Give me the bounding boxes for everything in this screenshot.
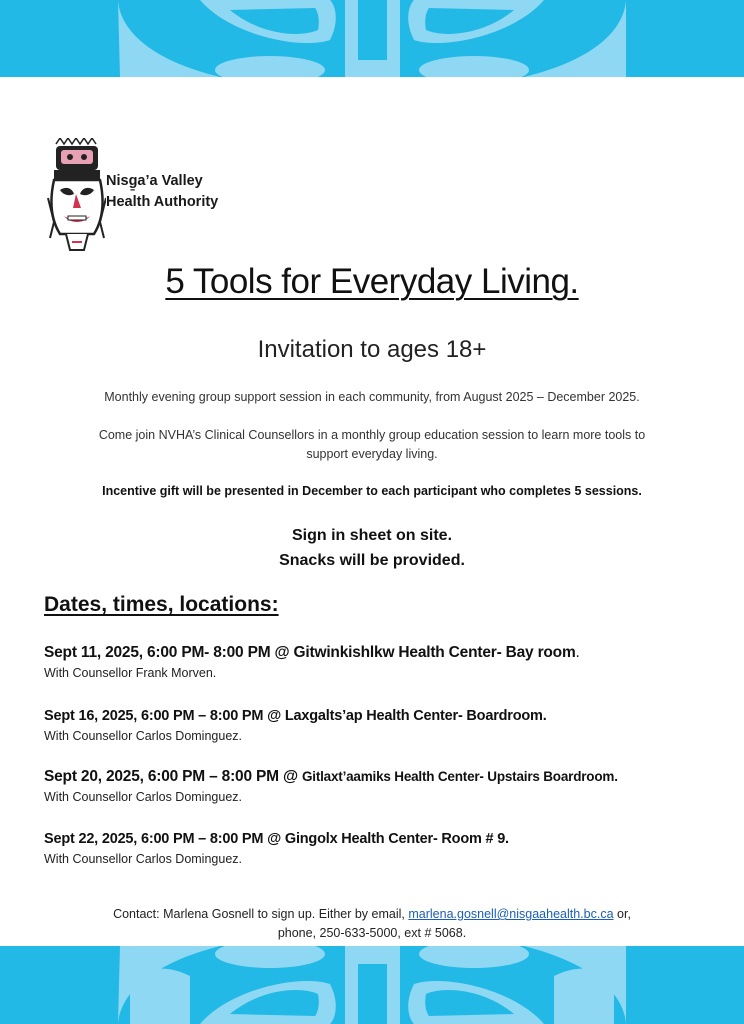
session-when-where: [44, 642, 724, 664]
session-when-where: Sept 22, 2025, 6:00 PM – 8:00 PM @ Gingolx Health Center- Room # 9.: [44, 831, 509, 847]
session-details: Sept 20, 2025, 6:00 PM – 8:00 PM @: [44, 768, 302, 785]
formline-art-top: [0, 0, 744, 77]
session-item: [44, 705, 724, 745]
onsite-notes: [0, 523, 744, 573]
session-item: [44, 828, 724, 868]
event-subtitle: Invitation to ages 18+: [257, 336, 487, 363]
bottom-decorative-band: [0, 946, 744, 1024]
schedule-heading: Dates, times, locations:: [44, 593, 279, 616]
session-details: Sept 11, 2025, 6:00 PM- 8:00 PM @ Gitwinkishlkw Health Center- Bay room: [44, 644, 576, 661]
email-link[interactable]: marlena.gosnell@nisgaahealth.bc.ca: [408, 907, 614, 921]
event-title: 5 Tools for Everyday Living.: [165, 262, 579, 301]
contact-line1: [0, 905, 744, 924]
contact-info: [0, 905, 744, 943]
formline-art-bottom: [0, 946, 744, 1024]
top-decorative-band: [0, 0, 744, 77]
session-counsellor: With Counsellor Carlos Dominguez.: [44, 852, 242, 866]
contact-prefix: Contact: Marlena Gosnell to sign up. Either by email,: [113, 907, 409, 921]
organization-name: [106, 171, 218, 213]
incentive-note: Incentive gift will be presented in December to each participant who completes 5 sessions.: [102, 484, 642, 498]
snacks-note: Snacks will be provided.: [279, 552, 465, 569]
session-when-where: [44, 766, 724, 788]
session-counsellor: With Counsellor Carlos Dominguez.: [44, 729, 242, 743]
description-join: Come join NVHA’s Clinical Counsellors in a monthly group education session to learn more tools to support everyday living.: [98, 428, 646, 461]
org-name-line2: Health Authority: [106, 194, 219, 210]
session-location: Gitlaxt’aamiks Health Center- Upstairs Boardroom.: [301, 769, 618, 784]
session-counsellor: With Counsellor Carlos Dominguez.: [44, 790, 242, 804]
session-counsellor: With Counsellor Frank Morven.: [44, 666, 217, 680]
contact-phone: phone, 250-633-5000, ext # 5068.: [277, 926, 467, 940]
session-item: [44, 642, 724, 682]
session-item: [44, 766, 724, 806]
contact-suffix: or,: [613, 907, 631, 921]
session-tail: .: [575, 644, 580, 661]
org-name-line1: Nisg̱a’a Valley: [106, 173, 203, 189]
nvha-logo: [46, 138, 106, 254]
description-monthly: Monthly evening group support session in each community, from August 2025 – December 2025.: [104, 390, 640, 404]
session-when-where: Sept 16, 2025, 6:00 PM – 8:00 PM @ Laxgalts’ap Health Center- Boardroom.: [44, 708, 547, 724]
sign-in-note: Sign in sheet on site.: [291, 527, 453, 544]
